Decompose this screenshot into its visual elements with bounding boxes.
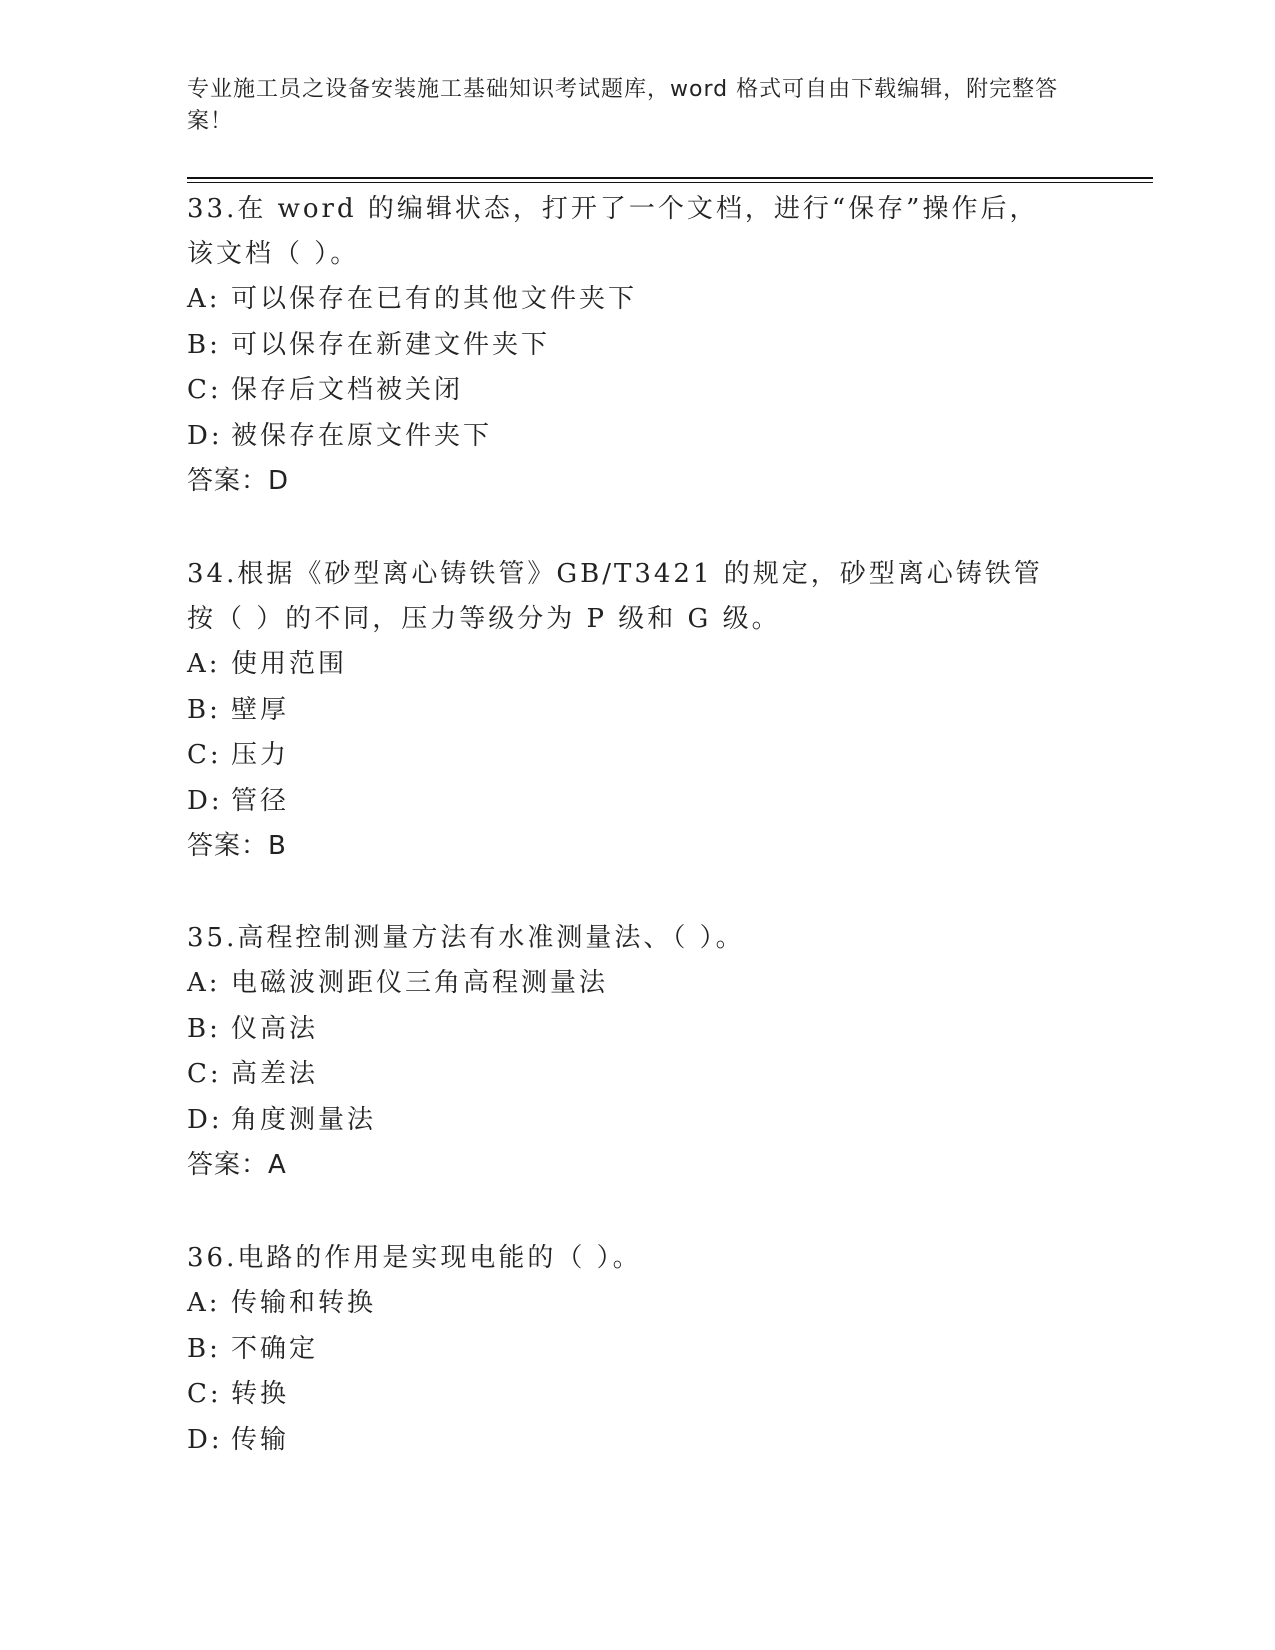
option-key: D: <box>187 1424 223 1455</box>
option-key: C: <box>187 740 222 770</box>
question-36 <box>187 1236 1067 1463</box>
answer-line: 答案：D <box>187 466 290 496</box>
option-text: 使用范围 <box>231 649 348 679</box>
option-key: A: <box>187 649 221 679</box>
option-a <box>187 961 1067 1007</box>
option-c <box>187 733 1067 779</box>
option-key: B: <box>187 1013 221 1044</box>
option-key: A: <box>187 968 221 998</box>
option-key: C: <box>187 375 222 405</box>
option-text: 压力 <box>231 740 290 770</box>
option-key: D: <box>187 420 223 451</box>
option-text: 管径 <box>231 785 290 816</box>
option-d <box>187 1418 1067 1464</box>
option-b <box>187 1327 1067 1373</box>
option-text: 电磁波测距仪三角高程测量法 <box>231 968 609 998</box>
option-key: B: <box>187 694 221 725</box>
option-c <box>187 1052 1067 1098</box>
option-a <box>187 1281 1067 1327</box>
header-divider-thin <box>187 182 1153 183</box>
question-stem: 34.根据《砂型离心铸铁管》GB/T3421 的规定，砂型离心铸铁管按（ ）的不同，压力等级分为 P 级和 G 级。 <box>187 559 1043 634</box>
option-key: B: <box>187 329 221 360</box>
answer-line: 答案：A <box>187 1150 287 1180</box>
question-stem: 35.高程控制测量方法有水准测量法、（ ）。 <box>187 923 745 953</box>
option-b <box>187 1007 1067 1053</box>
option-text: 保存后文档被关闭 <box>231 375 464 405</box>
option-key: C: <box>187 1379 222 1409</box>
option-c <box>187 1372 1067 1418</box>
question-stem: 33.在 word 的编辑状态，打开了一个文档，进行“保存”操作后，该文档（ ）。 <box>187 194 1039 269</box>
option-d <box>187 779 1067 825</box>
option-b <box>187 323 1067 369</box>
option-key: D: <box>187 785 223 816</box>
option-d <box>187 1098 1067 1144</box>
option-key: D: <box>187 1104 223 1135</box>
question-33 <box>187 187 1067 504</box>
question-35 <box>187 916 1067 1188</box>
option-d <box>187 414 1067 460</box>
option-text: 仪高法 <box>231 1013 319 1044</box>
option-a <box>187 642 1067 688</box>
answer-line: 答案：B <box>187 831 287 861</box>
header-divider-thick <box>187 177 1153 179</box>
option-key: A: <box>187 1288 221 1318</box>
option-text: 角度测量法 <box>231 1104 377 1135</box>
option-text: 传输 <box>231 1424 290 1455</box>
option-text: 转换 <box>231 1379 290 1409</box>
option-text: 传输和转换 <box>231 1288 377 1318</box>
option-key: C: <box>187 1059 222 1089</box>
option-text: 不确定 <box>231 1333 319 1364</box>
question-stem: 36.电路的作用是实现电能的（ ）。 <box>187 1243 642 1273</box>
option-b <box>187 688 1067 734</box>
option-key: B: <box>187 1333 221 1364</box>
question-34 <box>187 552 1067 869</box>
option-c <box>187 368 1067 414</box>
option-text: 高差法 <box>231 1059 319 1089</box>
option-key: A: <box>187 284 221 314</box>
option-text: 被保存在原文件夹下 <box>231 420 493 451</box>
option-text: 壁厚 <box>231 694 290 725</box>
option-a <box>187 277 1067 323</box>
option-text: 可以保存在新建文件夹下 <box>231 329 551 360</box>
document-header: 专业施工员之设备安装施工基础知识考试题库，word 格式可自由下载编辑，附完整答案！ <box>187 77 1059 134</box>
option-text: 可以保存在已有的其他文件夹下 <box>231 284 638 314</box>
